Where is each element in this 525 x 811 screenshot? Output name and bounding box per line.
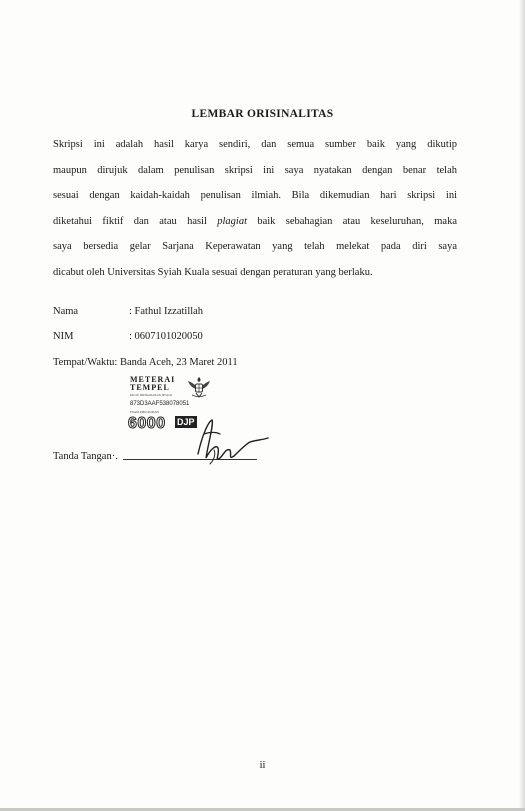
page-edge-shadow — [519, 0, 525, 811]
place-time-row — [53, 357, 238, 368]
paragraph-line-end: baik sebahagian atau keseluruhan, maka — [247, 215, 457, 227]
nim-row — [53, 331, 203, 342]
signature-row — [53, 451, 118, 462]
place-time-label: Tempat/Waktu: — [53, 357, 118, 368]
stamp-small-text: PALSU DIPIDANAKAN SESUAI — [130, 393, 173, 397]
signature-label: Tanda Tangan — [53, 451, 112, 462]
paragraph-line — [53, 209, 457, 235]
name-value: : Fathul Izzatillah — [129, 306, 204, 317]
handwritten-signature — [190, 414, 270, 470]
stamp-issuer: DJP — [177, 417, 195, 427]
place-time-value: Banda Aceh, 23 Maret 2011 — [117, 357, 238, 368]
stamp-title-line2: TEMPEL — [130, 383, 170, 392]
stamp-amount: 6000 — [128, 415, 166, 432]
page-number: ii — [259, 760, 266, 771]
paragraph-line-start: diketahui fiktif dan atau hasil — [53, 215, 218, 227]
stamp-small-text-2: ENAM RIBU RUPIAH — [130, 410, 159, 414]
nim-value: : 0607101020050 — [129, 331, 203, 342]
statement-paragraph — [53, 132, 457, 285]
document-title: LEMBAR ORISINALITAS — [191, 108, 334, 120]
paragraph-line: Skripsi ini adalah hasil karya sendiri, dan semua sumber baik yang dikutip — [53, 139, 457, 150]
paragraph-line: saya bersedia gelar Sarjana Keperawatan yang telah melekat pada diri saya — [53, 241, 457, 252]
stamp-serial: 873D3AAF538078051 — [130, 401, 190, 407]
nim-label: NIM — [53, 331, 74, 342]
name-row — [53, 306, 203, 317]
name-label: Nama — [53, 306, 79, 317]
signature-colon: ·. — [111, 451, 118, 462]
paragraph-line: sesuai dengan kaidah-kaidah penulisan ilmiah. Bila dikemudian hari skripsi ini — [53, 190, 457, 201]
stamp-title-line1: METERAI — [130, 375, 176, 384]
garuda-emblem-icon — [186, 375, 212, 399]
paragraph-line: dicabut oleh Universitas Syiah Kuala sesuai dengan peraturan yang berlaku. — [53, 266, 373, 278]
stamp-title — [130, 376, 175, 392]
italic-word: plagiat — [217, 215, 247, 227]
paragraph-line: maupun dirujuk dalam penulisan skripsi ini saya nyatakan dengan benar telah — [53, 164, 457, 176]
